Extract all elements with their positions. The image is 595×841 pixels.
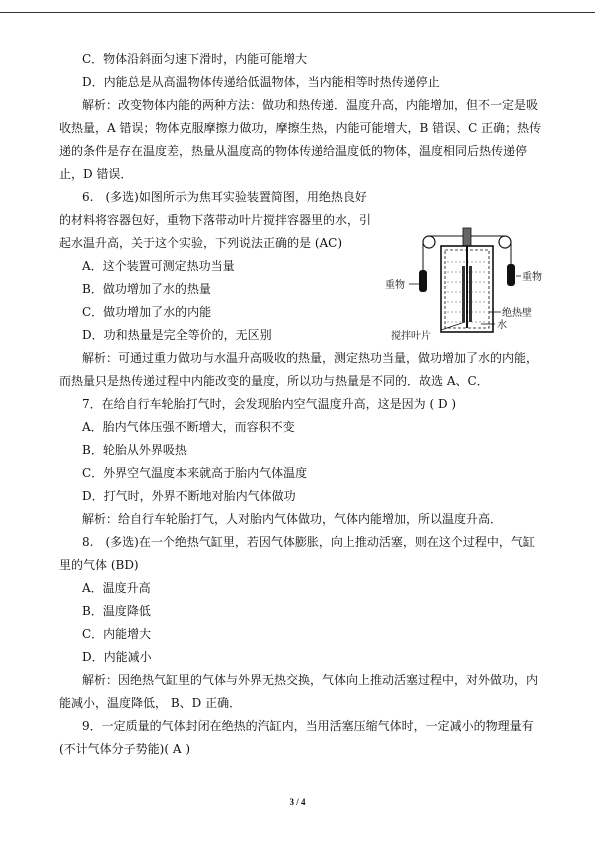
question-8-stem: 里的气体 (BD) bbox=[59, 558, 139, 572]
option-d-line: D．打气时，外界不断地对胎内气体做功 bbox=[82, 489, 296, 503]
question-6-stem: 的材料将容器包好，重物下落带动叶片搅拌容器里的水，引 bbox=[59, 213, 372, 227]
option-b-line: B．温度降低 bbox=[82, 604, 151, 618]
option-d-line: D．内能减小 bbox=[82, 650, 152, 664]
option-d-line: D．内能总是从高温物体传递给低温物体，当内能相等时热传递停止 bbox=[82, 75, 440, 89]
left-pulley bbox=[423, 236, 435, 248]
analysis-line: 解析：可通过重力做功与水温升高吸收的热量，测定热功当量，做功增加了水的内能， bbox=[82, 351, 539, 365]
option-a-line: A．这个装置可测定热功当量 bbox=[82, 259, 235, 273]
axle-top bbox=[463, 228, 471, 246]
label-stir-blade: 搅拌叶片 bbox=[391, 331, 431, 342]
question-6-stem: 6. (多选)如图所示为焦耳实验装置简图，用绝热良好 bbox=[82, 190, 367, 204]
analysis-line: 解析：给自行车轮胎打气，人对胎内气体做功，气体内能增加，所以温度升高． bbox=[82, 512, 503, 526]
analysis-line: 递的条件是存在温度差，热量从温度高的物体传递给温度低的物体，温度相同后热传递停 bbox=[59, 144, 528, 158]
question-6-stem: 起水温升高，关于这个实验，下列说法正确的是 (AC) bbox=[59, 236, 343, 250]
right-weight bbox=[507, 264, 515, 286]
right-pulley bbox=[499, 236, 511, 248]
left-weight bbox=[419, 270, 427, 292]
question-9-stem: 9．一定质量的气体封闭在绝热的汽缸内，当用活塞压缩气体时，一定减小的物理量有 bbox=[82, 719, 534, 733]
option-c-line: C．做功增加了水的内能 bbox=[82, 305, 212, 319]
question-9-stem: (不计气体分子势能)( A ) bbox=[59, 742, 191, 756]
option-c-line: C．内能增大 bbox=[82, 627, 152, 641]
analysis-line: 解析：因绝热气缸里的气体与外界无热交换，气体向上推动活塞过程中，对外做功，内 bbox=[82, 673, 539, 687]
question-8-stem: 8. (多选)在一个绝热气缸里，若因气体膨胀，向上推动活塞，则在这个过程中，气缸 bbox=[82, 535, 535, 549]
analysis-line: 止，D 错误． bbox=[59, 167, 133, 181]
option-c-line: C．外界空气温度本来就高于胎内气体温度 bbox=[82, 466, 308, 480]
option-c-line: C．物体沿斜面匀速下滑时，内能可能增大 bbox=[82, 52, 308, 66]
analysis-line: 收热量，A 错误；物体克服摩擦力做功，摩擦生热，内能可能增大，B 错误、C 正确；热传 bbox=[59, 121, 542, 135]
label-water: 水 bbox=[497, 320, 507, 331]
analysis-line: 能减小，温度降低， B、D 正确． bbox=[59, 696, 242, 710]
option-b-line: B．轮胎从外界吸热 bbox=[82, 443, 187, 457]
label-insulated-wall: 绝热壁 bbox=[502, 308, 532, 319]
paddle-blade bbox=[469, 266, 472, 322]
option-d-line: D．功和热量是完全等价的，无区别 bbox=[82, 328, 272, 342]
analysis-line: 解析：改变物体内能的两种方法：做功和热传递．温度升高，内能增加，但不一定是吸 bbox=[82, 98, 539, 112]
option-a-line: A．胎内气体压强不断增大，而容积不变 bbox=[82, 420, 295, 434]
option-b-line: B．做功增加了水的热量 bbox=[82, 282, 211, 296]
page-number: 3 / 4 bbox=[289, 797, 306, 807]
joule-apparatus-figure bbox=[385, 222, 550, 342]
paddle-blade bbox=[462, 266, 465, 322]
question-7-stem: 7．在给自行车轮胎打气时，会发现胎内空气温度升高，这是因为 ( D ) bbox=[82, 397, 457, 411]
label-weight-right: 重物 bbox=[522, 272, 542, 283]
analysis-line: 而热量只是热传递过程中内能改变的量度，所以功与热量是不同的．故选 A、C． bbox=[59, 374, 489, 388]
option-a-line: A．温度升高 bbox=[82, 581, 151, 595]
label-weight-left: 重物 bbox=[385, 280, 405, 291]
